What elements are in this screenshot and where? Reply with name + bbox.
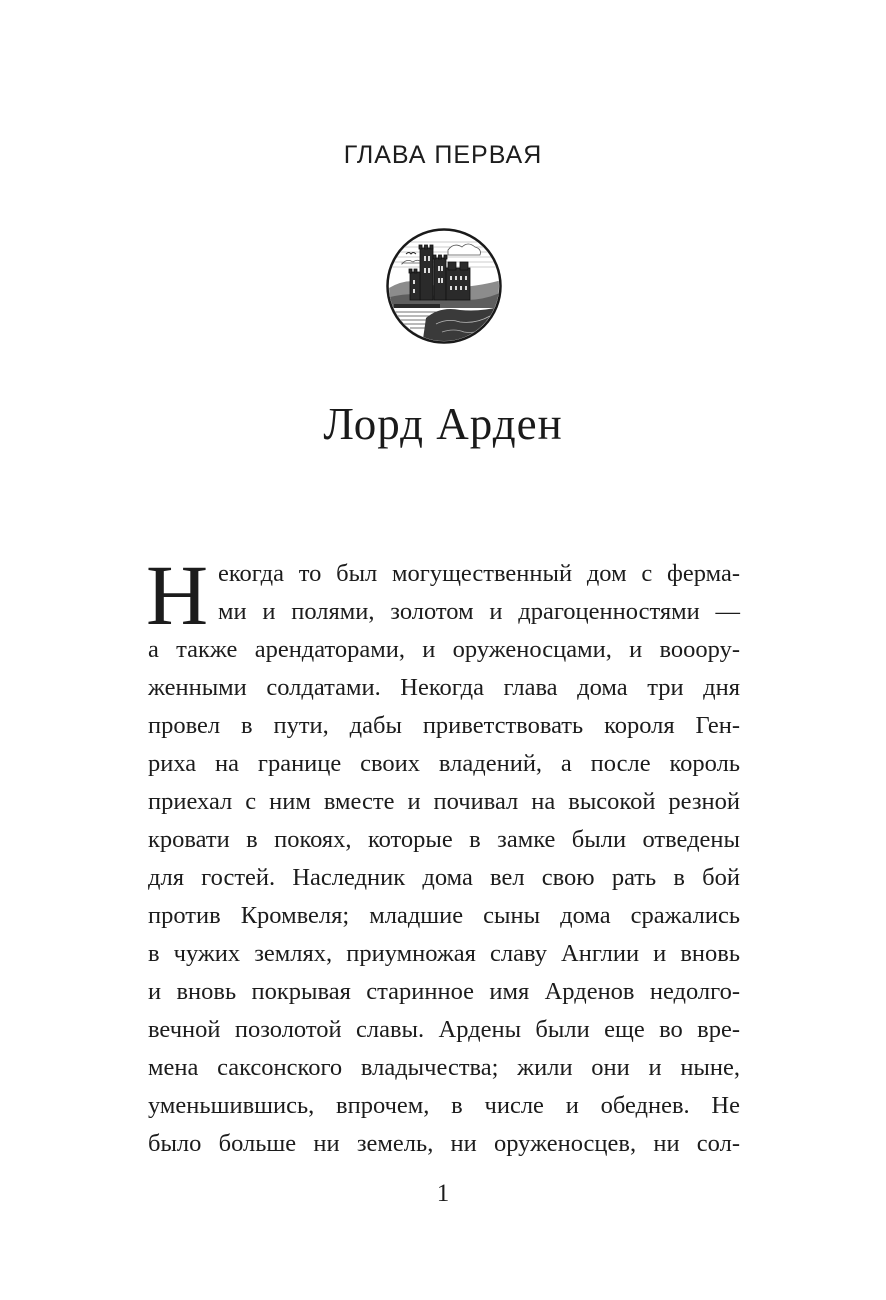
text-line: ми и полями, золотом и драгоценностями — xyxy=(218,598,740,625)
drop-cap: Н xyxy=(146,547,209,643)
text-line: кровати в покоях, которые в замке были отведены xyxy=(148,826,740,853)
text-line: провел в пути, дабы приветствовать короля Ген- xyxy=(148,712,740,739)
text-line: и вновь покрывая старинное имя Арденов недолго- xyxy=(148,978,740,1005)
text-line: уменьшившись, впрочем, в числе и обеднев. Не xyxy=(148,1092,740,1119)
castle-emblem-icon xyxy=(386,228,502,344)
chapter-label: ГЛАВА ПЕРВАЯ xyxy=(343,141,543,169)
page-number: 1 xyxy=(436,1180,450,1207)
text-line: для гостей. Наследник дома вел свою рать в бой xyxy=(148,864,740,891)
text-line: приехал с ним вместе и почивал на высокой резной xyxy=(148,788,740,815)
text-line: екогда то был могущественный дом с ферма- xyxy=(218,560,740,587)
text-line: было больше ни земель, ни оруженосцев, ни сол- xyxy=(148,1130,740,1157)
text-line: женными солдатами. Некогда глава дома три дня xyxy=(148,674,740,701)
chapter-title: Лорд Арден xyxy=(323,399,563,449)
text-line: в чужих землях, приумножая славу Англии и вновь xyxy=(148,940,740,967)
body-text xyxy=(148,555,740,1163)
text-line: вечной позолотой славы. Ардены были еще во вре- xyxy=(148,1016,740,1043)
text-line: против Кромвеля; младшие сыны дома сражались xyxy=(148,902,740,929)
text-line: мена саксонского владычества; жили они и ныне, xyxy=(148,1054,740,1081)
text-line: а также арендаторами, и оруженосцами, и вооору- xyxy=(148,636,740,663)
text-line: риха на границе своих владений, а после король xyxy=(148,750,740,777)
